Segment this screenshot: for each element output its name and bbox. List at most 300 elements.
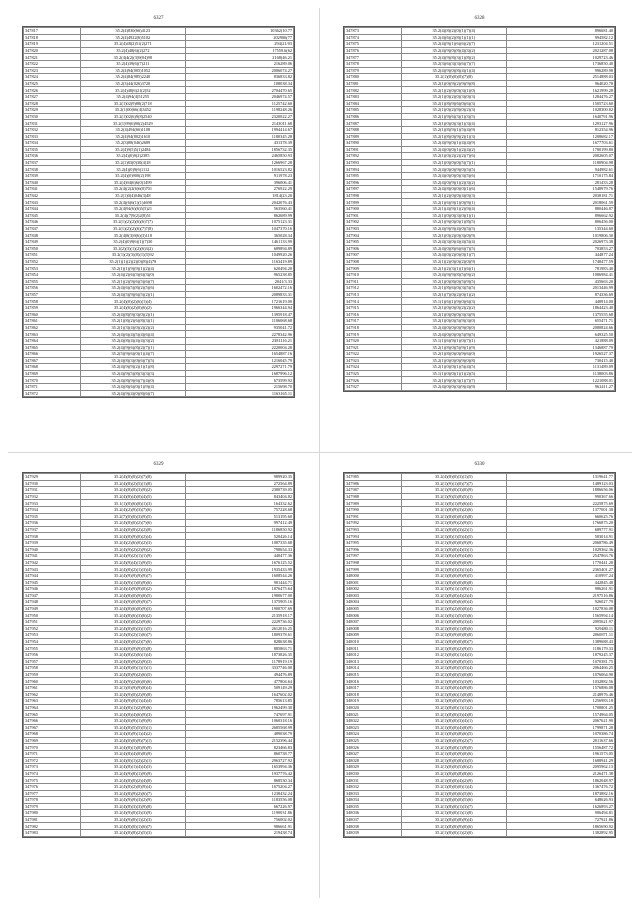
row-coordinate-cell: 35.2(1)(9)(5)(8)(5)(1)	[401, 493, 506, 500]
row-coordinate-cell: 35.2(4)(8)(4)(0)(4)(5)	[80, 493, 185, 500]
row-id-cell: 347904	[345, 232, 402, 239]
row-coordinate-cell: 35.2(4)94(4)51255	[80, 93, 185, 100]
table-row	[345, 47, 615, 54]
row-coordinate-cell: 35.2(4)(8)(5)(5)(5)(1)	[80, 724, 185, 731]
row-coordinate-cell: 35.2(1)(8)(0)(9)(2)(7)	[401, 737, 506, 744]
row-id-cell: 347839	[24, 173, 81, 180]
table-row	[24, 645, 294, 652]
row-value-cell: 1640791.96	[506, 113, 614, 120]
page-number: 6327	[153, 16, 164, 21]
row-id-cell: 347957	[24, 658, 81, 665]
row-value-cell: 2095962.13	[506, 764, 614, 771]
row-value-cell: 1183556.08	[185, 797, 293, 804]
table-row	[345, 370, 615, 377]
row-value-cell: 649325.50	[506, 331, 614, 338]
row-id-cell: 347861	[24, 318, 81, 325]
row-coordinate-cell: 35.2(4)(4)(9)(9)(0)(2)	[80, 586, 185, 593]
row-id-cell: 347991	[345, 513, 402, 520]
row-id-cell: 347882	[345, 87, 402, 94]
table-row	[345, 304, 615, 311]
row-id-cell: 347910	[345, 271, 402, 278]
row-value-cell: 1125742.60	[185, 100, 293, 107]
table-row	[345, 803, 615, 810]
table-row	[345, 592, 615, 599]
table-row	[24, 179, 294, 186]
row-id-cell: 347963	[24, 698, 81, 705]
row-id-cell: 348008	[345, 625, 402, 632]
row-value-cell: 489038.79	[185, 731, 293, 738]
row-id-cell: 347971	[24, 750, 81, 757]
row-value-cell: 660625.76	[506, 513, 614, 520]
row-value-cell: 836833.82	[185, 74, 293, 81]
row-value-cell: 477804.64	[185, 678, 293, 685]
row-id-cell: 348005	[345, 605, 402, 612]
row-value-cell: 785613.85	[185, 698, 293, 705]
row-value-cell: 929480.11	[506, 625, 614, 632]
row-value-cell: 911978.23	[185, 173, 293, 180]
table-row	[24, 638, 294, 645]
table-row	[345, 311, 615, 318]
row-value-cell: 2018061.59	[506, 199, 614, 206]
row-value-cell: 727921.86	[506, 816, 614, 823]
row-value-cell: 17559.6(62	[185, 47, 293, 54]
row-value-cell: 730415.40	[506, 357, 614, 364]
row-id-cell: 347833	[24, 133, 81, 140]
row-value-cell: 215698.70	[185, 384, 293, 391]
row-value-cell: 2220004.28	[185, 344, 293, 351]
row-id-cell: 347986	[345, 480, 402, 487]
row-id-cell: 347886	[345, 113, 402, 120]
row-id-cell: 347968	[24, 731, 81, 738]
row-value-cell: 440477.36	[185, 553, 293, 560]
row-id-cell: 347863	[24, 331, 81, 338]
row-id-cell: 347925	[345, 370, 402, 377]
row-value-cell: 673599.92	[185, 377, 293, 384]
table-row	[345, 357, 615, 364]
row-coordinate-cell: 35.2(4)(9)(4)(0)(8)(6)(7)	[80, 390, 185, 397]
table-row	[24, 685, 294, 692]
table-row	[345, 737, 615, 744]
row-coordinate-cell: 35.2(1)(2)(0)(0)(3)(1)(0)	[401, 87, 506, 94]
row-value-cell: 1238432.24	[185, 790, 293, 797]
table-row	[24, 546, 294, 553]
row-id-cell: 347909	[345, 265, 402, 272]
table-row	[345, 278, 615, 285]
row-id-cell: 348019	[345, 698, 402, 705]
table-row	[24, 93, 294, 100]
row-value-cell: 648626.93	[506, 797, 614, 804]
row-id-cell: 347972	[24, 757, 81, 764]
row-id-cell: 347825	[24, 80, 81, 87]
row-coordinate-cell: 35.2(4)(0)(0)(9)(0)(5)(5)	[401, 166, 506, 173]
row-value-cell: 1028300.82	[506, 107, 614, 114]
table-row	[24, 239, 294, 246]
row-value-cell: 1856732.35	[185, 146, 293, 153]
table-row	[24, 803, 294, 810]
table-row	[345, 764, 615, 771]
row-value-cell: 986661.91	[185, 823, 293, 830]
row-coordinate-cell: 35.2(1)(8)(0)(5)(5)(6)	[401, 698, 506, 705]
table-row	[345, 783, 615, 790]
row-coordinate-cell: 35.2(1)(8)(0)(0)(5)(6)	[401, 797, 506, 804]
row-id-cell: 347943	[24, 566, 81, 573]
table-row	[345, 364, 615, 371]
row-value-cell: 3337746.00	[185, 665, 293, 672]
row-coordinate-cell: 35.2(4)(9)(6)(8)(2)(7)(1)	[80, 344, 185, 351]
table-row	[24, 232, 294, 239]
row-id-cell: 348032	[345, 783, 402, 790]
row-coordinate-cell: 35.2(4)(8)(0)(2)(4)(8)	[80, 777, 185, 784]
row-id-cell: 347860	[24, 311, 81, 318]
row-coordinate-cell: 35.2(1)(9)(0)(3)(0)(9)	[401, 487, 506, 494]
row-value-cell: 1027836.08	[506, 605, 614, 612]
row-coordinate-cell: 35.2(1)(8)(0)(1)(1)(2)	[401, 704, 506, 711]
row-value-cell: 1284476.27	[506, 93, 614, 100]
row-id-cell: 347951	[24, 619, 81, 626]
row-value-cell: 1574964.05	[506, 711, 614, 718]
row-coordinate-cell: 35.2(4)(9)(9)(8)(5)(9)(2)	[401, 271, 506, 278]
row-coordinate-cell: 35.2(4)(2)2(6)6(0)701	[80, 186, 185, 193]
row-value-cell: 1106068.68	[185, 318, 293, 325]
table-row	[345, 790, 615, 797]
row-value-cell: 1131489.09	[506, 364, 614, 371]
row-id-cell: 347996	[345, 546, 402, 553]
row-value-cell: 2704470.65	[185, 87, 293, 94]
row-value-cell: 1926527.37	[506, 351, 614, 358]
row-coordinate-cell: 35.2(4)(8)(4)(4)(4)(3)(2)	[80, 337, 185, 344]
table-row	[345, 520, 615, 527]
row-coordinate-cell: 35.2(1)(8)(1)(9)(6)(4)	[401, 500, 506, 507]
table-row	[345, 513, 615, 520]
row-id-cell: 347950	[24, 612, 81, 619]
row-value-cell: 885863.71	[185, 645, 293, 652]
row-id-cell: 347847	[24, 225, 81, 232]
row-coordinate-cell: 35.2(1)(8)(0)(0)(9)(9)	[401, 539, 506, 546]
row-coordinate-cell: 35.2(1)(8)(0)(4)(3)(1)	[401, 546, 506, 553]
row-value-cell: 1047370.16	[185, 225, 293, 232]
row-value-cell: 1208682.17	[506, 133, 614, 140]
row-value-cell: 981444.71	[185, 579, 293, 586]
row-id-cell: 347942	[24, 559, 81, 566]
table-row	[345, 572, 615, 579]
row-coordinate-cell: 35.2(1)(8)(3)(3)(1)(4)	[401, 566, 506, 573]
coordinate-table	[343, 472, 616, 838]
row-coordinate-cell: 35.2(1)(1)(9)(9)(1)(2)(4)	[80, 265, 185, 272]
table-row	[24, 632, 294, 639]
row-coordinate-cell: 35.2(4)(8)(4)(0)(8)(9)	[80, 750, 185, 757]
row-coordinate-cell: 35.2(4)(0)900(2)198	[80, 173, 185, 180]
row-value-cell: 2229736.02	[185, 619, 293, 626]
table-row	[345, 638, 615, 645]
table-row	[345, 744, 615, 751]
table-row	[24, 278, 294, 285]
row-value-cell: 964020.78	[506, 80, 614, 87]
row-id-cell: 347899	[345, 199, 402, 206]
row-value-cell: 896681.40	[506, 28, 614, 35]
row-value-cell: 1178919.19	[185, 658, 293, 665]
row-coordinate-cell: 35.2(1)(0)(0)(3)(0)(1)(1)	[401, 212, 506, 219]
row-value-cell: 2046974.57	[185, 93, 293, 100]
row-coordinate-cell: 35.2(4)(0)(9)(1)(4)(2)	[80, 731, 185, 738]
row-value-cell: 1688941.29	[506, 757, 614, 764]
row-coordinate-cell: 35.2(1)(1)(2)(2)(0)(8)(4)78	[80, 258, 185, 265]
row-id-cell: 347866	[24, 351, 81, 358]
row-id-cell: 347956	[24, 652, 81, 659]
row-coordinate-cell: 35.2(4)(9)(9)(3)(2)(9)	[80, 797, 185, 804]
row-id-cell: 347995	[345, 539, 402, 546]
table-row	[24, 579, 294, 586]
row-id-cell: 347859	[24, 304, 81, 311]
row-coordinate-cell: 35.2(4)94(6)(6)5(5)21	[80, 206, 185, 213]
row-value-cell: 1994414.67	[185, 126, 293, 133]
row-value-cell: 798654.33	[185, 546, 293, 553]
table-row	[24, 47, 294, 54]
row-id-cell: 348034	[345, 797, 402, 804]
row-id-cell: 347836	[24, 153, 81, 160]
row-coordinate-cell: 35.2(1)(8)(1)(5)(5)(6)	[401, 612, 506, 619]
row-id-cell: 347944	[24, 572, 81, 579]
table-row	[24, 133, 294, 140]
vertical-page-divider	[319, 8, 320, 898]
table-row	[345, 225, 615, 232]
row-coordinate-cell: 35.2(4)9(5)5(1)2484	[80, 146, 185, 153]
row-value-cell: 1086984.41	[506, 271, 614, 278]
row-coordinate-cell: 35.2(1)(2)(0)(0)(2)(0)(9)	[401, 258, 506, 265]
row-id-cell: 347927	[345, 384, 402, 391]
table-row	[24, 291, 294, 298]
row-id-cell: 347884	[345, 100, 402, 107]
row-coordinate-cell: 35.2(1)(8)(0)(9)(2)(1)(3)	[401, 133, 506, 140]
row-value-cell: 962411.27	[506, 384, 614, 391]
row-coordinate-cell: 35.2(4)(8)(0)(3)(9)(2)	[80, 487, 185, 494]
row-id-cell: 348036	[345, 810, 402, 817]
row-id-cell: 348038	[345, 823, 402, 830]
row-value-cell: 1626893.27	[506, 803, 614, 810]
row-id-cell: 347845	[24, 212, 81, 219]
row-value-cell: 1367476.72	[506, 783, 614, 790]
table-row	[24, 823, 294, 830]
row-coordinate-cell: 35.2(4)(8)(9)(0)(2)(4)	[80, 533, 185, 540]
row-id-cell: 347990	[345, 506, 402, 513]
table-row	[24, 586, 294, 593]
row-id-cell: 347891	[345, 146, 402, 153]
row-coordinate-cell: 35.2(4)(9)(5)(8)(3)(3)(3)	[80, 370, 185, 377]
table-row	[345, 351, 615, 358]
table-row	[24, 480, 294, 487]
row-value-cell: 1876475.64	[185, 586, 293, 593]
row-id-cell: 347875	[345, 41, 402, 48]
row-id-cell: 348030	[345, 770, 402, 777]
table-row	[345, 60, 615, 67]
row-value-cell: 1377001.38	[506, 506, 614, 513]
row-id-cell: 347916	[345, 311, 402, 318]
row-id-cell: 347983	[24, 830, 81, 837]
row-id-cell: 347897	[345, 186, 402, 193]
table-row	[345, 750, 615, 757]
row-coordinate-cell: 35.2(4)(9)(9)(2)(1)(1)(8)	[80, 364, 185, 371]
row-id-cell: 347969	[24, 737, 81, 744]
row-value-cell: 1190031.86	[185, 810, 293, 817]
table-row	[345, 691, 615, 698]
row-coordinate-cell: 35.2(4)(8)(0)(1)(6)(7)	[80, 823, 185, 830]
row-value-cell: 2021287.08	[506, 47, 614, 54]
row-id-cell: 347941	[24, 553, 81, 560]
table-row	[345, 126, 615, 133]
row-id-cell: 347926	[345, 377, 402, 384]
row-id-cell: 348013	[345, 658, 402, 665]
row-value-cell: 583014.91	[506, 533, 614, 540]
row-id-cell: 347977	[24, 790, 81, 797]
row-coordinate-cell: 35.2(1)00(66(4)3452	[80, 107, 185, 114]
row-id-cell: 347987	[345, 487, 402, 494]
row-id-cell: 347980	[24, 810, 81, 817]
table-row	[24, 173, 294, 180]
row-value-cell: 2013446.99	[506, 285, 614, 292]
row-coordinate-cell: 35.2(4)4922(6)5102	[80, 34, 185, 41]
table-row	[24, 566, 294, 573]
row-id-cell: 347844	[24, 206, 81, 213]
row-coordinate-cell: 35.2(1)(8)(0)(0)(1)(4)	[401, 783, 506, 790]
table-row	[345, 384, 615, 391]
row-coordinate-cell: 35.2(4)(8)(0)(2)(7)(8)	[80, 474, 185, 481]
row-coordinate-cell: 35.2(4)(8)(1)(2)(9)(6)	[80, 704, 185, 711]
table-row	[345, 816, 615, 823]
row-value-cell: 448914.00	[506, 298, 614, 305]
row-value-cell: 1602472.16	[185, 285, 293, 292]
row-coordinate-cell: 35.2(4)(8)(0)(3)(1)(5)	[80, 625, 185, 632]
row-coordinate-cell: 35.2(1)(7)(0)(2)(0)(1)(2)	[401, 291, 506, 298]
row-coordinate-cell: 35.2(3)88(046)2689	[80, 140, 185, 147]
row-id-cell: 347873	[345, 28, 402, 35]
table-row	[345, 506, 615, 513]
table-row	[24, 74, 294, 81]
row-coordinate-cell: 35.2(1)(9)(1)(0)(7)(7)	[401, 480, 506, 487]
row-coordinate-cell: 35.2(4)(0)(2)(6)(1)(4)	[80, 298, 185, 305]
row-value-cell: 1548979.76	[506, 186, 614, 193]
row-coordinate-cell: 35.2(1)(9)(0)(0)(1)(8)(5)	[401, 219, 506, 226]
row-value-cell: 444877.24	[506, 252, 614, 259]
table-row	[345, 192, 615, 199]
row-id-cell: 348016	[345, 678, 402, 685]
table-row	[345, 797, 615, 804]
row-value-cell: 1163165.11	[185, 390, 293, 397]
row-value-cell: 1087335.68	[185, 539, 293, 546]
table-row	[24, 526, 294, 533]
row-value-cell: 2041/3.33	[185, 278, 293, 285]
table-row	[345, 93, 615, 100]
row-coordinate-cell: 35.2(4)(0)(0)(9)(7)(1)	[80, 737, 185, 744]
row-id-cell: 347898	[345, 192, 402, 199]
row-id-cell: 348027	[345, 750, 402, 757]
row-value-cell: 2381116.21	[185, 337, 293, 344]
row-coordinate-cell: 35.2(1)(8)(0)(5)(9)(1)(9)	[401, 344, 506, 351]
row-id-cell: 347828	[24, 100, 81, 107]
table-row	[345, 186, 615, 193]
row-coordinate-cell: 35.2(1)(8)(0)(3)(2)(1)	[401, 526, 506, 533]
row-value-cell: 1653994.36	[185, 764, 293, 771]
row-coordinate-cell: 35.2(1)(0)(0)(0)(9)(0)(8)	[401, 357, 506, 364]
table-row	[24, 337, 294, 344]
row-id-cell: 347843	[24, 199, 81, 206]
row-coordinate-cell: 35.2(4)(3)(0)(4)(4)(5)(4)	[401, 239, 506, 246]
row-coordinate-cell: 35.2(4)(9)(1)(0)(9)(6)	[80, 579, 185, 586]
row-value-cell: 202906(77	[185, 34, 293, 41]
row-coordinate-cell: 35.2(1)(8)(0)(8)(5)(5)	[401, 658, 506, 665]
row-id-cell: 347938	[24, 533, 81, 540]
row-value-cell: 1489123.03	[506, 480, 614, 487]
row-value-cell: 2080824.66	[506, 324, 614, 331]
row-id-cell: 347852	[24, 258, 81, 265]
row-coordinate-cell: 35.2(1)(0)(8)(0)(5)(9)(5)	[401, 278, 506, 285]
row-id-cell: 347885	[345, 107, 402, 114]
row-id-cell: 347940	[24, 546, 81, 553]
row-id-cell: 347975	[24, 777, 81, 784]
row-id-cell: 348025	[345, 737, 402, 744]
table-row	[24, 245, 294, 252]
row-value-cell: 396006.41	[185, 179, 293, 186]
row-coordinate-cell: 35.2(4)(2)(6)(0)(2)(3)	[80, 539, 185, 546]
row-id-cell: 348029	[345, 764, 402, 771]
table-row	[345, 232, 615, 239]
row-value-cell: 620494.20	[185, 265, 293, 272]
table-row	[345, 480, 615, 487]
row-id-cell: 347985	[345, 474, 402, 481]
table-row	[345, 337, 615, 344]
row-value-cell: 874336.69	[506, 291, 614, 298]
row-id-cell: 347945	[24, 579, 81, 586]
table-row	[345, 487, 615, 494]
row-id-cell: 347832	[24, 126, 81, 133]
row-value-cell: 2152396.44	[185, 737, 293, 744]
row-value-cell: 2168(46.21	[185, 54, 293, 61]
row-value-cell: 868530.34	[185, 777, 293, 784]
table-row	[345, 344, 615, 351]
row-id-cell: 347838	[24, 166, 81, 173]
row-coordinate-cell: 35.2(1)99(6)90(2)4529	[80, 120, 185, 127]
row-value-cell: 1576886.08	[506, 685, 614, 692]
row-coordinate-cell: 35.2(1)(8)(0)(5)(6)(2)	[401, 764, 506, 771]
row-coordinate-cell: 35.2(1)(8)(0)(3)(4)(8)	[401, 711, 506, 718]
row-id-cell: 347924	[345, 364, 402, 371]
row-coordinate-cell: 35.2(1)(8)(0)(1)(2)(0)	[401, 830, 506, 837]
row-value-cell: 986261.91	[506, 586, 614, 593]
table-row	[345, 107, 615, 114]
table-row	[24, 790, 294, 797]
row-id-cell: 347905	[345, 239, 402, 246]
row-id-cell: 347887	[345, 120, 402, 127]
table-row	[24, 797, 294, 804]
row-coordinate-cell: 35.2(7)(0)(0)(3)(9)(5)	[80, 513, 185, 520]
row-id-cell: 347992	[345, 520, 402, 527]
row-coordinate-cell: 35.2(1)(8)(9)(0)(8)(8)	[401, 632, 506, 639]
row-value-cell: 272564.89	[185, 480, 293, 487]
row-value-cell: 1556487.72	[506, 744, 614, 751]
row-value-cell: 1770441.28	[506, 559, 614, 566]
row-coordinate-cell: 35.2(4)(8)(2)(1)(6)(7)	[80, 632, 185, 639]
row-id-cell: 347821	[24, 54, 81, 61]
row-value-cell: 2067621.90	[506, 717, 614, 724]
row-id-cell: 347923	[345, 357, 402, 364]
table-row	[24, 539, 294, 546]
row-value-cell: 806456.00	[506, 219, 614, 226]
table-row	[24, 652, 294, 659]
row-value-cell: 2011637.66	[506, 737, 614, 744]
row-id-cell: 347894	[345, 166, 402, 173]
table-row	[345, 34, 615, 41]
table-row	[345, 245, 615, 252]
row-coordinate-cell: 35.2(1)(8)(0)(5)(3)(9)	[401, 678, 506, 685]
row-id-cell: 347949	[24, 605, 81, 612]
